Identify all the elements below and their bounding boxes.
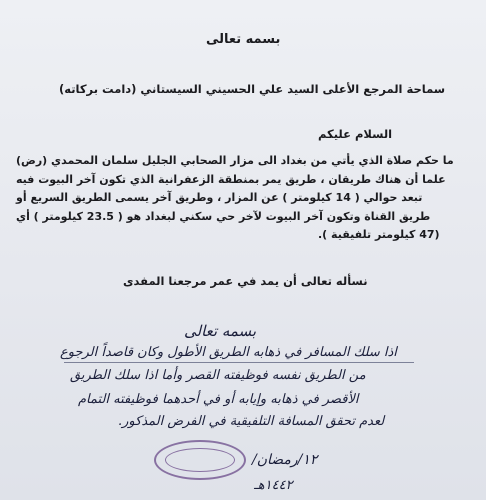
- handwriting-underline: [64, 362, 414, 363]
- question-line-1: ما حكم صلاة الذي يأتي من بغداد الى مزار الصحابي الجليل سلمان المحمدي (رض): [16, 154, 454, 167]
- handwritten-line-3: الأقصر في ذهابه وإيابه أو في أحدهما فوظيفته التمام: [78, 392, 359, 407]
- handwritten-date-day: ١٢/رمضان/: [252, 452, 318, 468]
- question-line-4: طريق القناة وتكون آخر البيوت لآخر حي سكني لبغداد هو ( 23.5 كيلومتر ) أي: [16, 210, 431, 223]
- question-line-2: علما أن هناك طريقان ، طريق يمر بمنطقة الزعفرانية الذي تكون آخر البيوت فيه: [16, 173, 446, 186]
- question-line-5: (47 كيلومتر تلفيقية ).: [318, 228, 440, 241]
- handwritten-date-year: ١٤٤٢هـ: [254, 478, 293, 493]
- closing-line: نسأله تعالى أن يمد في عمر مرجعنا المفدى: [123, 274, 368, 288]
- handwritten-basmala: بسمه تعالى: [184, 322, 257, 340]
- official-seal-stamp: [154, 440, 246, 480]
- greeting: السلام عليكم: [318, 127, 393, 141]
- handwritten-line-4: لعدم تحقق المسافة التلفيقية في الفرض المذكور.: [118, 414, 385, 429]
- handwritten-line-2: من الطريق نفسه فوظيفته القصر وأما اذا سلك الطريق: [70, 368, 366, 383]
- typed-basmala: بسمه تعالى: [206, 32, 281, 47]
- handwritten-line-1: اذا سلك المسافر في ذهابه الطريق الأطول وكان قاصداً الرجوع: [60, 345, 397, 360]
- question-line-3: تبعد حوالي ( 14 كيلومتر ) عن المزار ، وطريق آخر يسمى الطريق السريع أو: [16, 191, 423, 204]
- seal-inner-ring: [165, 448, 235, 472]
- addressee-line: سماحة المرجع الأعلى السيد علي الحسيني السيستاني (دامت بركاته): [59, 82, 446, 96]
